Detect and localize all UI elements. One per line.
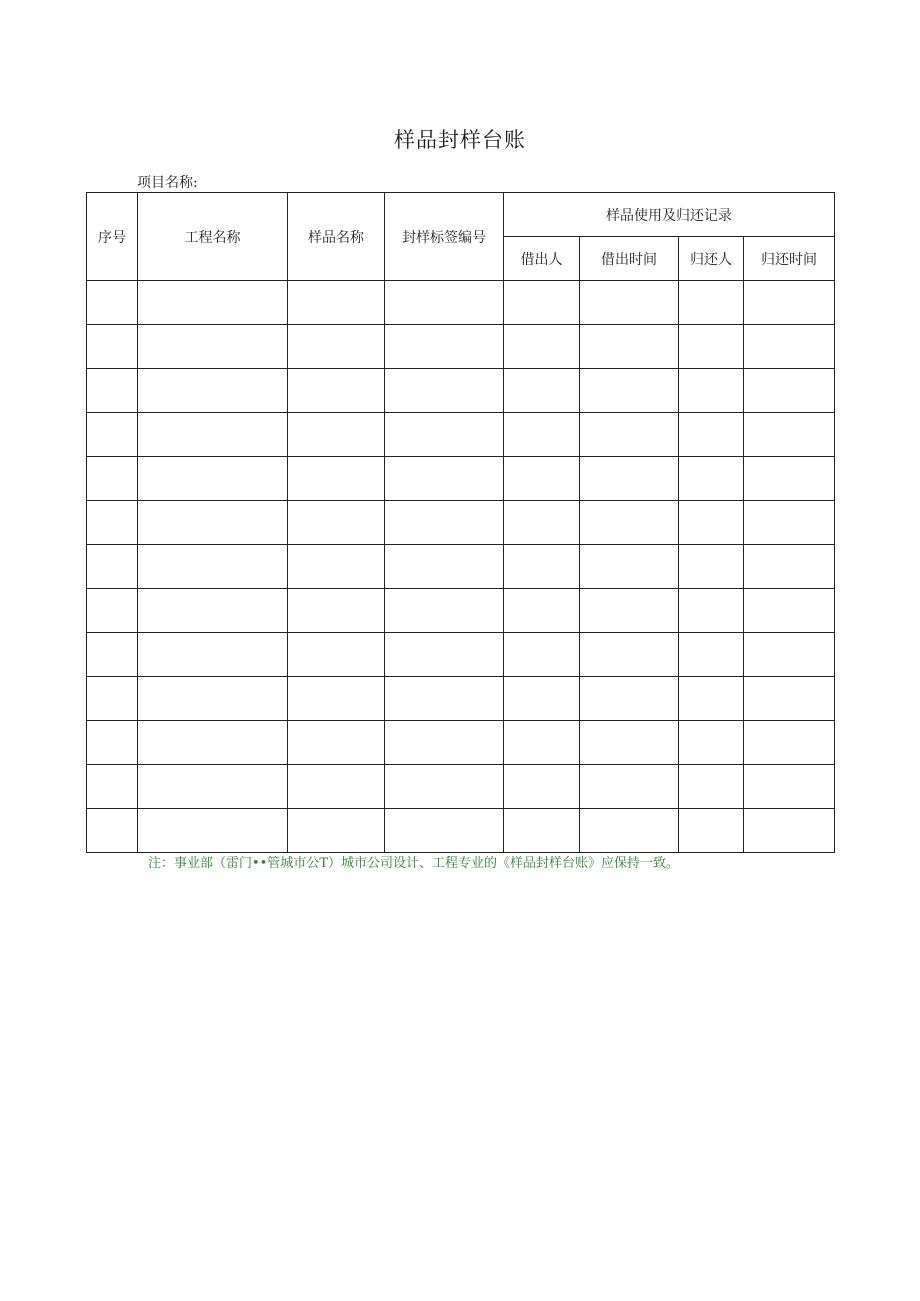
table-row (87, 809, 835, 853)
table-cell (138, 413, 288, 457)
table-cell (385, 765, 504, 809)
table-cell (580, 633, 679, 677)
table-cell (744, 809, 835, 853)
table-cell (580, 325, 679, 369)
table-cell (679, 633, 744, 677)
table-cell (87, 369, 138, 413)
sample-ledger-table (86, 192, 835, 853)
table-cell (580, 413, 679, 457)
table-cell (679, 369, 744, 413)
table-cell (744, 633, 835, 677)
table-cell (580, 809, 679, 853)
table-cell (744, 457, 835, 501)
table-row (87, 677, 835, 721)
table-cell (504, 325, 580, 369)
table-cell (138, 589, 288, 633)
table-cell (580, 721, 679, 765)
table-cell (504, 545, 580, 589)
table-cell (744, 721, 835, 765)
table-row (87, 589, 835, 633)
table-cell (288, 677, 385, 721)
table-cell (504, 589, 580, 633)
table-cell (288, 589, 385, 633)
header-returner: 归还人 (679, 237, 744, 281)
table-row (87, 765, 835, 809)
table-row (87, 721, 835, 765)
table-cell (679, 765, 744, 809)
table-row (87, 545, 835, 589)
table-cell (288, 413, 385, 457)
table-cell (138, 325, 288, 369)
table-cell (580, 369, 679, 413)
footnote: 注：事业部（雷门••管城市公T）城市公司设计、工程专业的《样品封样台账》应保持一致。 (148, 856, 680, 871)
table-cell (138, 633, 288, 677)
table-cell (138, 501, 288, 545)
table-cell (87, 677, 138, 721)
table-row (87, 325, 835, 369)
table-cell (504, 809, 580, 853)
table-cell (385, 589, 504, 633)
table-cell (744, 589, 835, 633)
table-cell (138, 281, 288, 325)
table-row (87, 413, 835, 457)
table-cell (679, 325, 744, 369)
table-cell (87, 809, 138, 853)
table-cell (385, 413, 504, 457)
table-cell (744, 501, 835, 545)
table-cell (679, 281, 744, 325)
table-cell (679, 501, 744, 545)
table-cell (87, 633, 138, 677)
table-cell (138, 809, 288, 853)
table-cell (580, 589, 679, 633)
table-cell (580, 545, 679, 589)
table-cell (288, 369, 385, 413)
table-cell (87, 281, 138, 325)
header-sample-name: 样品名称 (288, 193, 385, 281)
table-cell (580, 677, 679, 721)
table-cell (744, 677, 835, 721)
table-cell (385, 545, 504, 589)
header-return-time: 归还时间 (744, 237, 835, 281)
table-cell (385, 325, 504, 369)
table-cell (744, 281, 835, 325)
table-cell (87, 457, 138, 501)
table-cell (679, 589, 744, 633)
table-cell (504, 369, 580, 413)
table-cell (385, 369, 504, 413)
header-seal-label-no: 封样标签编号 (385, 193, 504, 281)
table-cell (679, 457, 744, 501)
table-row (87, 633, 835, 677)
table-row (87, 501, 835, 545)
table-cell (744, 369, 835, 413)
table-cell (385, 281, 504, 325)
table-row (87, 281, 835, 325)
table-cell (87, 501, 138, 545)
table-header-row (87, 193, 835, 237)
table-cell (138, 677, 288, 721)
table-cell (504, 501, 580, 545)
table-cell (744, 325, 835, 369)
table-body (87, 281, 835, 853)
header-project-name: 工程名称 (138, 193, 288, 281)
table-cell (87, 765, 138, 809)
table-row (87, 369, 835, 413)
table-cell (504, 721, 580, 765)
table-cell (138, 765, 288, 809)
table-cell (744, 545, 835, 589)
table-cell (679, 677, 744, 721)
table-cell (385, 809, 504, 853)
table-cell (385, 501, 504, 545)
table-cell (385, 457, 504, 501)
table-cell (504, 677, 580, 721)
table-cell (385, 721, 504, 765)
table-cell (288, 721, 385, 765)
table-cell (679, 721, 744, 765)
project-name-label: 项目名称: (137, 175, 198, 191)
table-cell (87, 325, 138, 369)
table-cell (138, 545, 288, 589)
table-cell (288, 325, 385, 369)
table-cell (679, 413, 744, 457)
table-cell (288, 809, 385, 853)
header-seq: 序号 (87, 193, 138, 281)
header-borrow-time: 借出时间 (580, 237, 679, 281)
table-cell (87, 721, 138, 765)
header-borrower: 借出人 (504, 237, 580, 281)
table-cell (288, 501, 385, 545)
table-cell (288, 633, 385, 677)
table-cell (87, 545, 138, 589)
table-cell (288, 457, 385, 501)
header-usage-group: 样品使用及归还记录 (504, 193, 835, 237)
table-cell (288, 765, 385, 809)
table-cell (87, 413, 138, 457)
table-cell (679, 809, 744, 853)
table-cell (744, 413, 835, 457)
document-title: 样品封样台账 (394, 128, 526, 152)
table-cell (138, 369, 288, 413)
table-cell (504, 413, 580, 457)
table-cell (744, 765, 835, 809)
table-cell (504, 281, 580, 325)
table-cell (87, 589, 138, 633)
table-cell (385, 633, 504, 677)
table-row (87, 457, 835, 501)
table-cell (138, 721, 288, 765)
table-cell (288, 281, 385, 325)
table-cell (580, 501, 679, 545)
table-cell (504, 457, 580, 501)
table-cell (288, 545, 385, 589)
table-cell (385, 677, 504, 721)
table-cell (138, 457, 288, 501)
table-cell (504, 765, 580, 809)
table-cell (580, 457, 679, 501)
table-cell (504, 633, 580, 677)
table-cell (679, 545, 744, 589)
table-cell (580, 281, 679, 325)
table-cell (580, 765, 679, 809)
